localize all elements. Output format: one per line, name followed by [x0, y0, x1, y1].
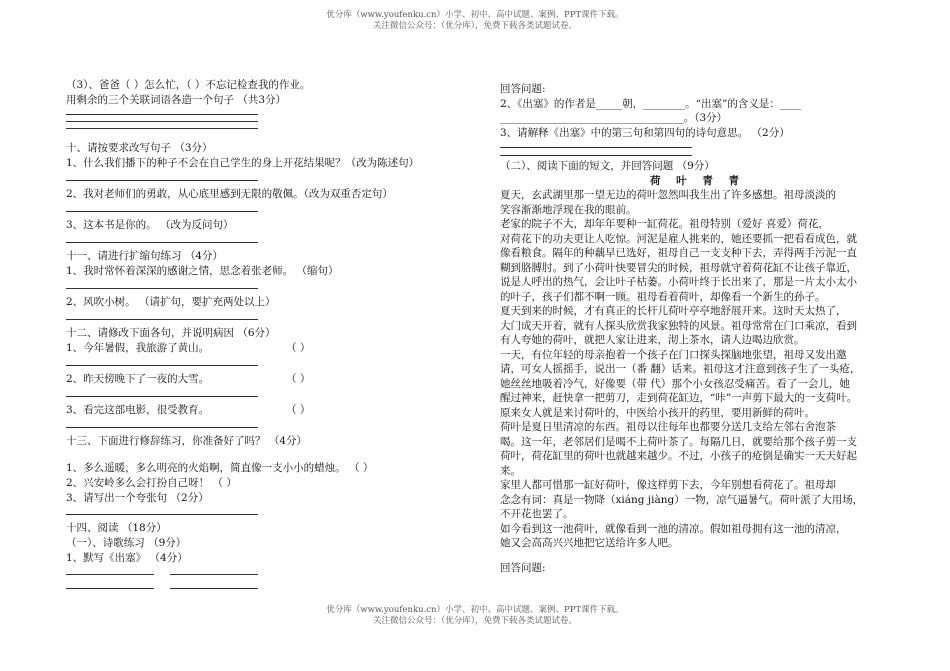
question-3: 3、请解释《出塞》中的第三句和第四句的诗句意思。 （2分）: [500, 126, 790, 139]
section-12-title: 十二、请修改下面各句，并说明病因 （6分）: [66, 327, 276, 339]
question-2-line2: ___________________________________。（3分）: [500, 112, 728, 124]
section-12-q1: [66, 341, 461, 356]
section-10-title: 十、请按要求改写句子 （3分）: [66, 142, 213, 154]
story-title: 荷 叶 青 青: [650, 174, 745, 187]
sub2-title: （二）、阅读下面的短文，并回答问题 （9分）: [500, 160, 715, 172]
footer-line-1: 优分库（www.youfenku.cn）小学、初中、高中试题、案例、PPT课件下载。: [326, 605, 624, 615]
story-line: 夏天，玄武湖里那一望无边的荷叶忽然叫我生出了许多感想。祖母淡淡的: [500, 189, 836, 201]
story-line: 一天，有位年轻的母亲抱着一个孩子在门口探头探脑地张望，祖母又发出邀: [500, 348, 847, 361]
footer-line-2: 关注微信公众号：（优分库），免费下载各类试题试卷。: [372, 616, 577, 626]
answer-label-2: 回答问题:: [500, 561, 546, 574]
left-column: [66, 78, 461, 592]
story-line: 家里人都可惜那一缸好荷叶，像这样剪下去，今年别想看荷花了。祖母却: [500, 479, 836, 491]
story-line: 请，可女人摇摇手，说出一（番 翻）话来。祖母这才注意到孩子生了一头疮，: [500, 363, 861, 375]
page-header: [0, 10, 950, 32]
story-line: 老家的院子不大，却年年要种一缸荷花。祖母特别（爱好 喜爱）荷花，: [500, 218, 829, 230]
answer-line[interactable]: [66, 288, 258, 289]
page-footer: [0, 605, 950, 627]
header-line-2: 关注微信公众号：（优分库），免费下载各类试题试卷。: [372, 21, 577, 31]
q-text: 1、今年暑假，我旅游了黄山。: [66, 342, 210, 354]
section-14-sub1: （一）、诗歌练习 （9分）: [66, 537, 187, 549]
story-line: 她丝丝地吸着冷气，好像要（带 代）那个小女孩忍受痛苦。看了一会儿，她: [500, 377, 850, 390]
section-10-q3: 3、这本书是你的。 （改为反问句）: [66, 219, 234, 231]
answer-line[interactable]: [66, 514, 258, 515]
answer-line[interactable]: [66, 427, 258, 428]
q-text: 2、昨天傍晚下了一夜的大雪。: [66, 373, 210, 385]
story-line: 念念有词：真是一物降（xiáng jiàng）一物，凉气逼暑气。荷叶派了大用场，: [500, 493, 864, 506]
answer-line[interactable]: [66, 588, 154, 589]
answer-line[interactable]: [66, 574, 154, 575]
answer-line[interactable]: [500, 147, 692, 148]
answer-line[interactable]: [66, 114, 258, 115]
section-11-q2: 2、风吹小树。 （请扩句，要扩充两处以上）: [66, 296, 276, 308]
section-12-q3: [66, 403, 461, 418]
answer-line[interactable]: [66, 121, 258, 122]
story-line: 她又会高高兴兴地把它送给许多人吧。: [500, 537, 679, 549]
story-line: 荷叶是夏日里清凉的东西。祖母以往每年也都要分送几支给左邻右舍泡茶: [500, 421, 836, 433]
answer-line[interactable]: [66, 128, 258, 129]
section-14-q1: 1、默写《出塞》 （4分）: [66, 552, 188, 564]
story-line: 不开花也罢了。: [500, 508, 574, 520]
answer-line[interactable]: [66, 365, 258, 366]
story-line: 荷叶，荷花缸里的荷叶也就越来越少。不过，小孩子的疮倒是确实一天天好起: [500, 450, 857, 462]
story-line: 对荷花下的功夫更让人吃惊。河泥是雇人挑来的，她还要抓一把看看成色，就: [500, 232, 857, 245]
poem-answer-lines: [66, 566, 461, 592]
question-3-instruction: 用剩余的三个关联词语各造一个句子 （共3分）: [66, 94, 287, 106]
section-13-q3: 3、请写出一个夸张句 （2分）: [66, 492, 209, 504]
story-line: 笑容渐渐地浮现在我的眼前。: [500, 203, 637, 216]
answer-paren[interactable]: （ ）: [286, 373, 311, 385]
story-line: 如今看到这一池荷叶，就像看到一池的清凉。假如祖母拥有这一池的清凉，: [500, 522, 847, 535]
question-2-line1: 2、《出塞》的作者是_____朝，________。“出塞”的含义是：____: [500, 97, 801, 110]
story-line: 喝。这一年，老邻居们是喝不上荷叶茶了。每隔几日，就要给那个孩子剪一支: [500, 435, 857, 448]
question-3-conjunctions: （3）、爸爸（ ）怎么忙，（ ）不忘记检查我的作业。: [66, 79, 311, 91]
story-line: 醒过神来，赶快拿一把剪刀，走到荷花缸边，“咔”一声剪下最大的一支荷叶。: [500, 392, 858, 404]
section-11-q1: 1、我时常怀着深深的感谢之情，思念着张老师。 （缩句）: [66, 265, 339, 277]
section-13-q2: 2、兴安岭多么会打扮自己呀！ （ ）: [66, 477, 237, 489]
story-line: 的叶子，孩子们都不啊一顾。祖母看着荷叶，却像看一个新生的孙子。: [500, 290, 826, 303]
section-11-title: 十一、请进行扩缩句练习 （4分）: [66, 250, 224, 262]
answer-paren[interactable]: （ ）: [286, 342, 311, 354]
answer-line[interactable]: [66, 396, 258, 397]
story-line: 来。: [500, 464, 521, 477]
header-line-1: 优分库（www.youfenku.cn）小学、初中、高中试题、案例、PPT课件下载。: [326, 10, 624, 20]
story-line: 像看粮食。隔年的种藕早已选好，祖母自己一支支种下去，弄得两手污泥一直: [500, 247, 857, 259]
section-12-q2: [66, 372, 461, 387]
answer-label: 回答问题:: [500, 83, 546, 95]
story-line: 夏天到来的时候，才有真正的长杆儿荷叶亭亭地舒展开来。这时天太热了，: [500, 305, 847, 317]
section-13-title: 十三、下面进行修辞练习，你准备好了吗？ （4分）: [66, 435, 308, 447]
story-line: 大门成天开着，就有人探头欣赏我家独特的风景。祖母常常在门口乘凉，看到: [500, 319, 857, 332]
answer-line[interactable]: [170, 588, 258, 589]
story-line: 糊到胳膊肘。到了小荷叶快要冒尖的时候，祖母就守着荷花缸不让孩子靠近，: [500, 261, 857, 274]
right-column: [500, 82, 895, 575]
story-line: 有人夸她的荷叶，就把人家让进来，沏上茶水，请人边喝边欣赏。: [500, 334, 805, 346]
answer-line[interactable]: [66, 319, 258, 320]
answer-paren[interactable]: （ ）: [286, 404, 311, 416]
section-10-q1: 1、什么我们播下的种子不会在自己学生的身上开花结果呢？（改为陈述句）: [66, 157, 420, 169]
q-text: 3、看完这部电影，很受教育。: [66, 404, 210, 416]
section-10-q2: 2、我对老师们的勇敢，从心底里感到无限的敬佩。（改为双重否定句）: [66, 188, 393, 200]
answer-line[interactable]: [170, 574, 258, 575]
answer-line[interactable]: [66, 242, 258, 243]
answer-line[interactable]: [500, 155, 692, 156]
story-line: 说是人呼出的热气，会让叶子枯萎。小荷叶终于长出来了，那是一片太小太小: [500, 276, 857, 288]
section-13-q1: 1、多么遥暖，多么明亮的火焰啊，简直像一支小小的蜡烛。 （ ）: [66, 462, 374, 474]
answer-line[interactable]: [66, 180, 258, 181]
answer-line[interactable]: [66, 211, 258, 212]
story-line: 原来女人就是来讨荷叶的，中医给小孩开的药里，要用新鲜的荷叶。: [500, 406, 815, 419]
story-text: [500, 188, 895, 551]
section-14-title: 十四、阅读 （18分）: [66, 522, 167, 534]
